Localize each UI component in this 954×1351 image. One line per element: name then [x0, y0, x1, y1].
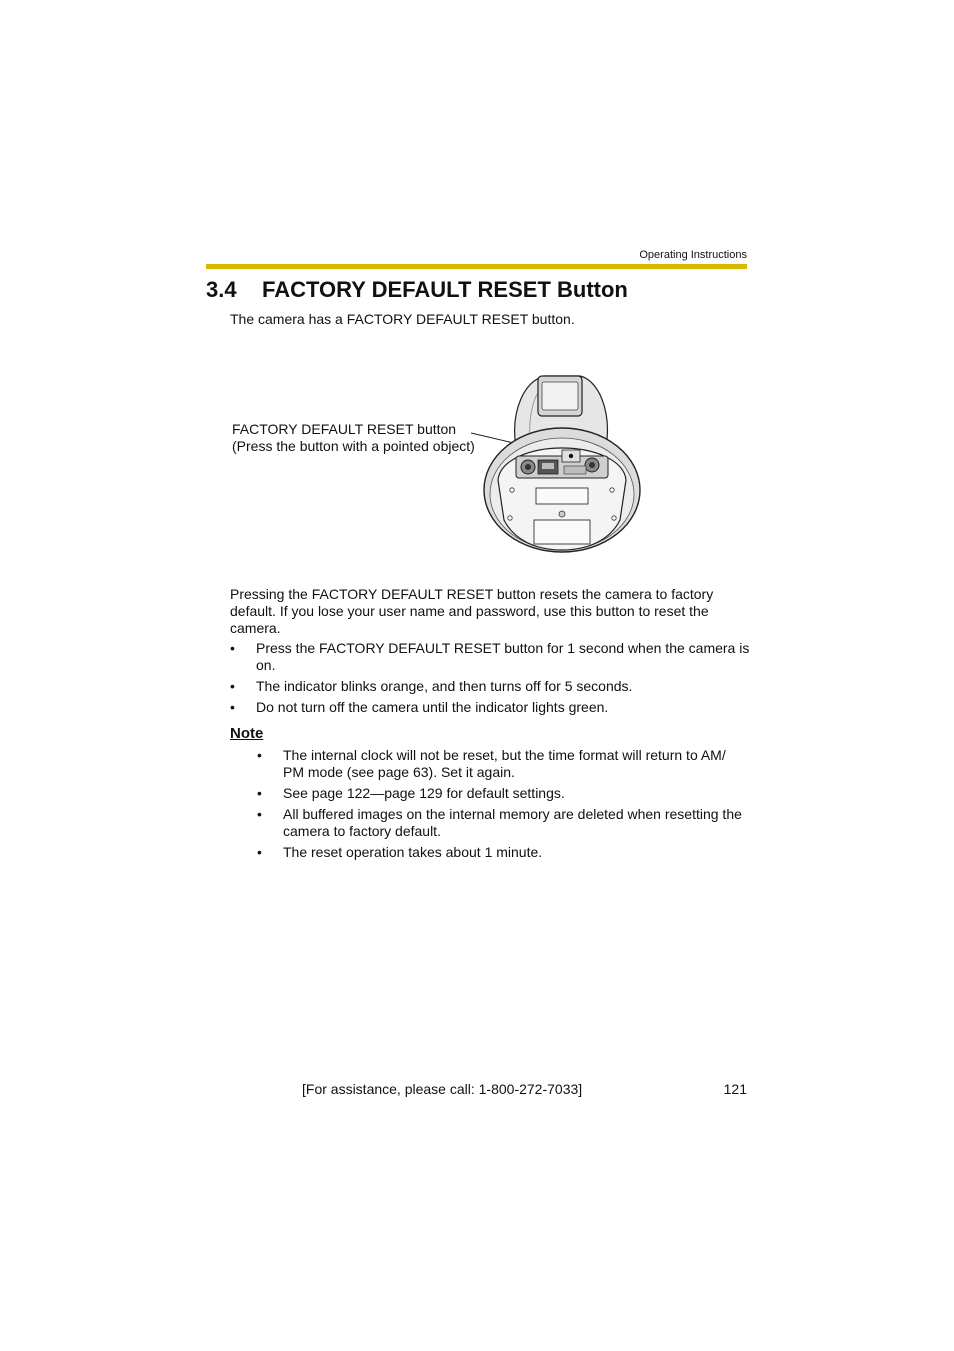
list-item: • All buffered images on the internal memory are deleted when resetting the camera to factory default.: [257, 806, 742, 839]
section-title: [206, 277, 628, 303]
callout-line-2: (Press the button with a pointed object): [232, 438, 475, 454]
reset-steps-list: [230, 640, 750, 720]
description-paragraph: Pressing the FACTORY DEFAULT RESET button resets the camera to factory default. If you lose your user name and password, use this button to reset the camera.: [230, 586, 714, 636]
callout-line-1: FACTORY DEFAULT RESET button: [232, 421, 457, 437]
running-header: Operating Instructions: [639, 249, 747, 261]
assistance-footer: [For assistance, please call: 1-800-272-7033]: [302, 1081, 583, 1097]
section-number: 3.4: [206, 277, 237, 302]
list-item: • Do not turn off the camera until the indicator lights green.: [230, 699, 609, 715]
page-number: 121: [723, 1081, 747, 1097]
note-list: [257, 747, 749, 865]
bullet: •: [230, 640, 235, 656]
bullet: •: [257, 844, 262, 860]
camera-bottom-illustration: [470, 370, 650, 560]
list-item: • The reset operation takes about 1 minute.: [257, 844, 543, 860]
bullet: •: [230, 678, 235, 694]
bullet: •: [257, 806, 262, 822]
header-rule: [206, 264, 747, 269]
intro-text: The camera has a FACTORY DEFAULT RESET button.: [230, 311, 575, 327]
bullet: •: [257, 747, 262, 763]
section-title-text: FACTORY DEFAULT RESET Button: [262, 277, 628, 302]
list-item: • The internal clock will not be reset, but the time format will return to AM/ PM mode (see page 63). Set it again.: [257, 747, 726, 780]
list-item: • The indicator blinks orange, and then turns off for 5 seconds.: [230, 678, 633, 694]
figure-callout: [232, 421, 475, 455]
note-heading: Note: [230, 725, 264, 742]
bullet: •: [230, 699, 235, 715]
reset-button-icon: [569, 454, 573, 458]
list-item: • See page 122—page 129 for default settings.: [257, 785, 565, 801]
list-item: • Press the FACTORY DEFAULT RESET button for 1 second when the camera is on.: [230, 640, 750, 673]
bullet: •: [257, 785, 262, 801]
